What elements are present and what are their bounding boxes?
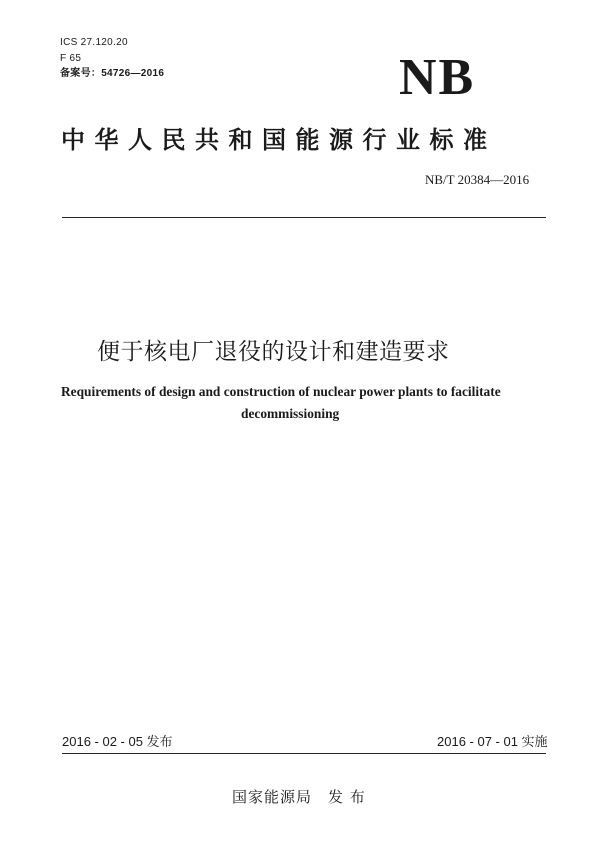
classification-code: F 65 [60, 53, 82, 64]
issue-date: 2016 - 02 - 05 发布 [62, 734, 173, 749]
record-number: 备案号：54726—2016 [60, 68, 165, 79]
publisher: 国家能源局 发 布 [232, 788, 366, 806]
implementation-date: 2016 - 07 - 01 实施 [437, 734, 548, 749]
document-title-english-line1: Requirements of design and construction of nuclear power plants to facilitate [61, 384, 501, 399]
nb-logo: NB [399, 49, 476, 106]
standard-category-title: 中华人民共和国能源行业标准 [61, 126, 497, 154]
bottom-divider [62, 753, 546, 754]
top-divider [62, 217, 546, 218]
standard-number: NB/T 20384—2016 [425, 172, 530, 187]
document-title-chinese: 便于核电厂退役的设计和建造要求 [97, 339, 450, 365]
ics-code: ICS 27.120.20 [60, 37, 128, 48]
document-title-english-line2: decommissioning [241, 406, 340, 421]
